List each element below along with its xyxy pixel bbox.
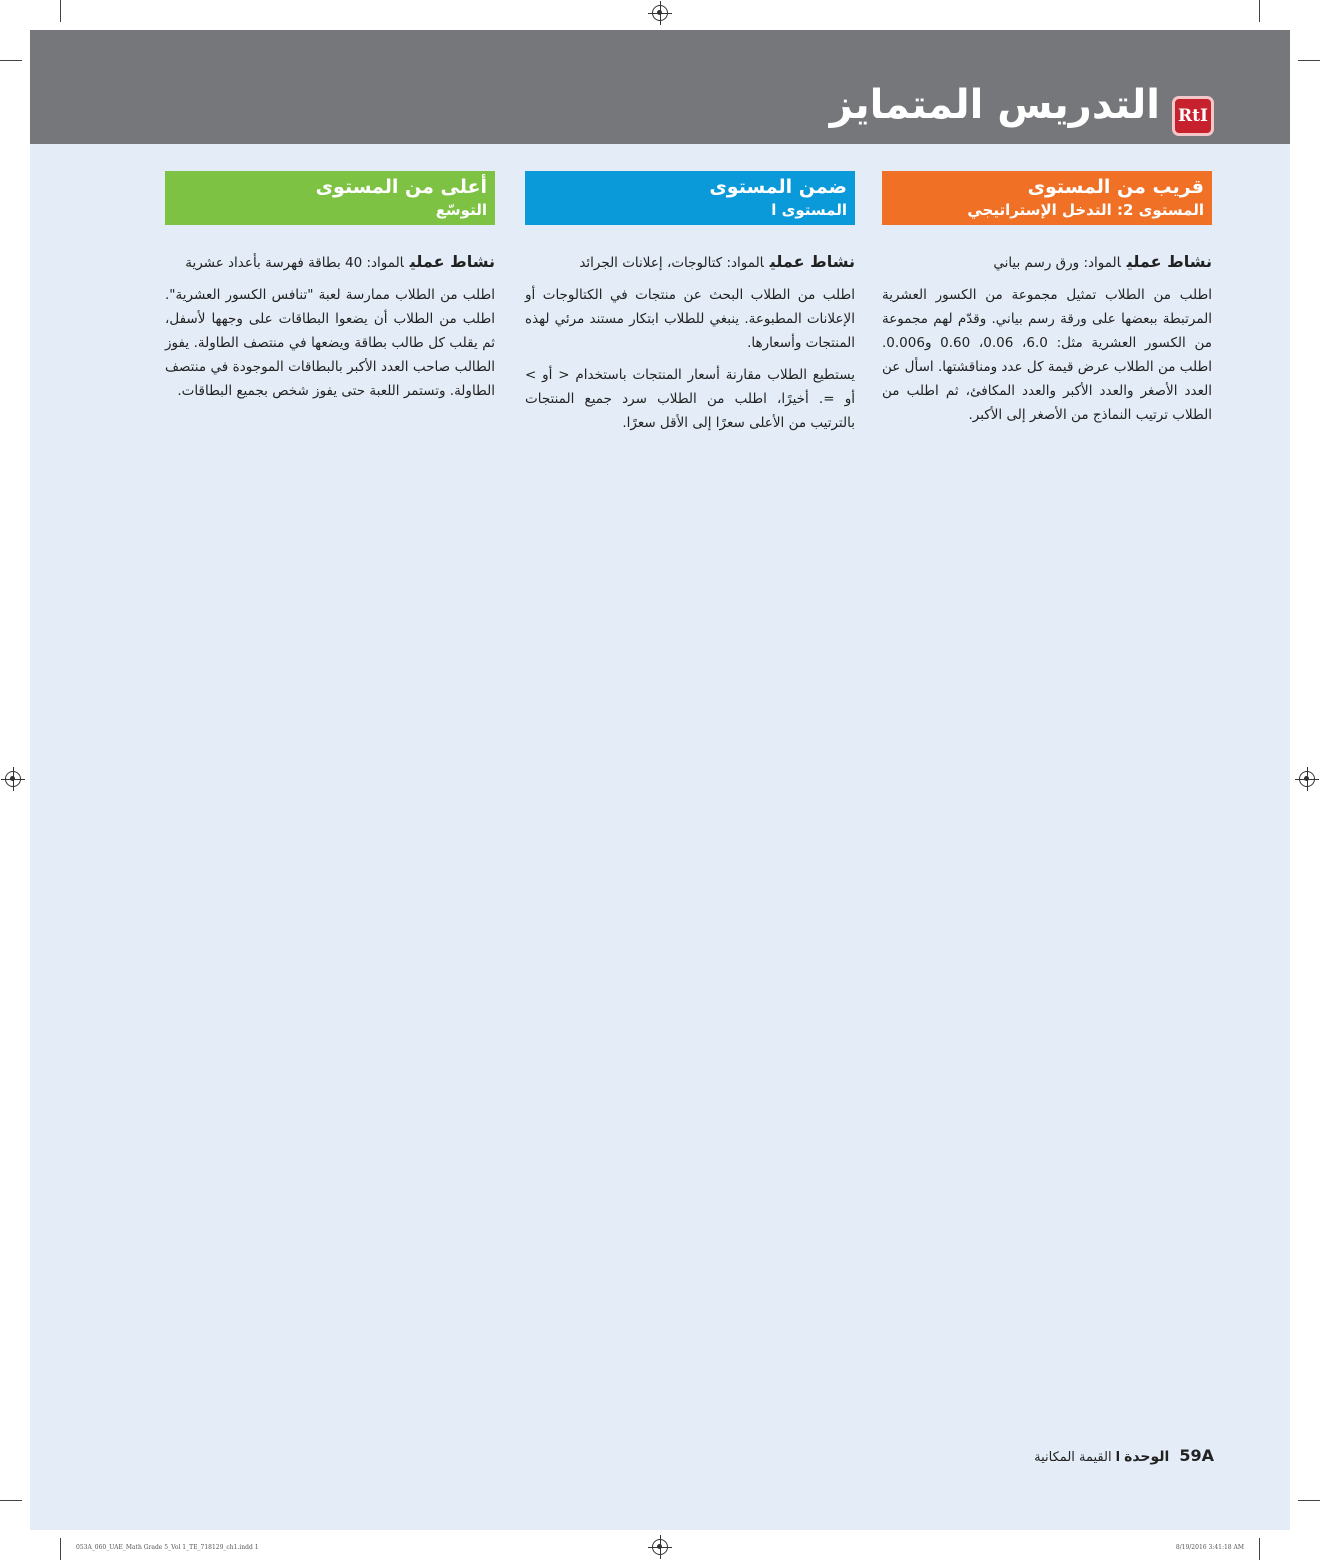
registration-mark-icon: [652, 5, 668, 21]
column-subheading: المستوى 2: التدخل الإستراتيجي: [967, 201, 1204, 219]
column-subheading: المستوى ا: [771, 201, 847, 219]
materials-line: [165, 250, 495, 275]
registration-mark-icon: [1299, 771, 1315, 787]
column-subheading: التوسّع: [435, 201, 487, 219]
page-number: 59A: [1179, 1446, 1214, 1465]
crop-mark: [1259, 0, 1260, 22]
column-body: [165, 250, 495, 403]
crop-mark: [60, 1538, 61, 1560]
activity-paragraph: اطلب من الطلاب ممارسة لعبة "تنافس الكسور العشرية". اطلب من الطلاب أن يضعوا البطاقات على وجهها لأسفل، ثم يقلب كل طالب بطاقة ويضعها في منتصف الطاولة. يفوز الطالب صاحب العدد الأكبر بالبطاقات الموجودة في منتصف الطاولة. وتستمر اللعبة حتى يفوز شخص بجميع البطاقات.: [165, 287, 495, 399]
page: [30, 30, 1290, 1530]
unit-label: الوحدة: [1124, 1449, 1170, 1465]
column-body: [525, 250, 855, 435]
activity-label: نشاط عملي: [409, 252, 495, 271]
materials-line: [525, 250, 855, 275]
page-footer: [1034, 1446, 1214, 1465]
crop-mark: [1298, 1500, 1320, 1501]
column-header: [525, 171, 855, 225]
crop-mark: [1259, 1538, 1260, 1560]
column-heading: ضمن المستوى: [709, 176, 847, 198]
header-banner: [30, 30, 1290, 144]
activity-paragraph: يستطيع الطلاب مقارنة أسعار المنتجات باستخدام < أو > أو =. أخيرًا، اطلب من الطلاب سرد جميع المنتجات بالترتيب من الأعلى سعرًا إلى الأقل سعرًا.: [525, 367, 855, 431]
crop-mark: [0, 1500, 22, 1501]
page-title: التدريس المتمايز: [829, 82, 1160, 128]
materials-text: المواد: ورق رسم بياني: [993, 255, 1121, 271]
activity-paragraph: اطلب من الطلاب البحث عن منتجات في الكتالوجات أو الإعلانات المطبوعة. ينبغي للطلاب ابتكار مستند مرئي لهذه المنتجات وأسعارها.: [525, 287, 855, 351]
materials-text: المواد: كتالوجات، إعلانات الجرائد: [579, 255, 764, 271]
registration-mark-icon: [5, 771, 21, 787]
activity-label: نشاط عملي: [1126, 252, 1212, 271]
column-heading: قريب من المستوى: [1027, 176, 1204, 198]
registration-mark-icon: [652, 1539, 668, 1555]
slug-datetime: 8/19/2016 3:41:18 AM: [1175, 1544, 1244, 1551]
materials-line: [882, 250, 1212, 275]
column-heading: أعلى من المستوى: [315, 176, 487, 198]
column-header: [882, 171, 1212, 225]
materials-text: المواد: 40 بطاقة فهرسة بأعداد عشرية: [185, 255, 404, 271]
column-approaching-level: [882, 171, 1212, 435]
rti-badge-icon: RtI: [1172, 96, 1214, 136]
crop-mark: [0, 60, 22, 61]
column-beyond-level: [165, 171, 495, 411]
crop-mark: [1298, 60, 1320, 61]
footer-separator: ا: [1115, 1450, 1121, 1465]
crop-mark: [60, 0, 61, 22]
activity-label: نشاط عملي: [769, 252, 855, 271]
unit-title: القيمة المكانية: [1034, 1450, 1112, 1465]
column-on-level: [525, 171, 855, 443]
column-body: [882, 250, 1212, 427]
column-header: [165, 171, 495, 225]
activity-paragraph: اطلب من الطلاب تمثيل مجموعة من الكسور العشرية المرتبطة ببعضها على ورقة رسم بياني. وقدّم لهم مجموعة من الكسور العشرية مثل: 6.0، 0.06، 0.60 و0.006. اطلب من الطلاب عرض قيمة كل عدد ومناقشتها. اسأل عن العدد الأصغر والعدد الأكبر والعدد المكافئ، ثم اطلب من الطلاب ترتيب النماذج من الأصغر إلى الأكبر.: [882, 287, 1212, 423]
slug-file-name: 053A_060_UAE_Math Grade 5_Vol 1_TE_718129_ch1.indd 1: [76, 1544, 259, 1551]
